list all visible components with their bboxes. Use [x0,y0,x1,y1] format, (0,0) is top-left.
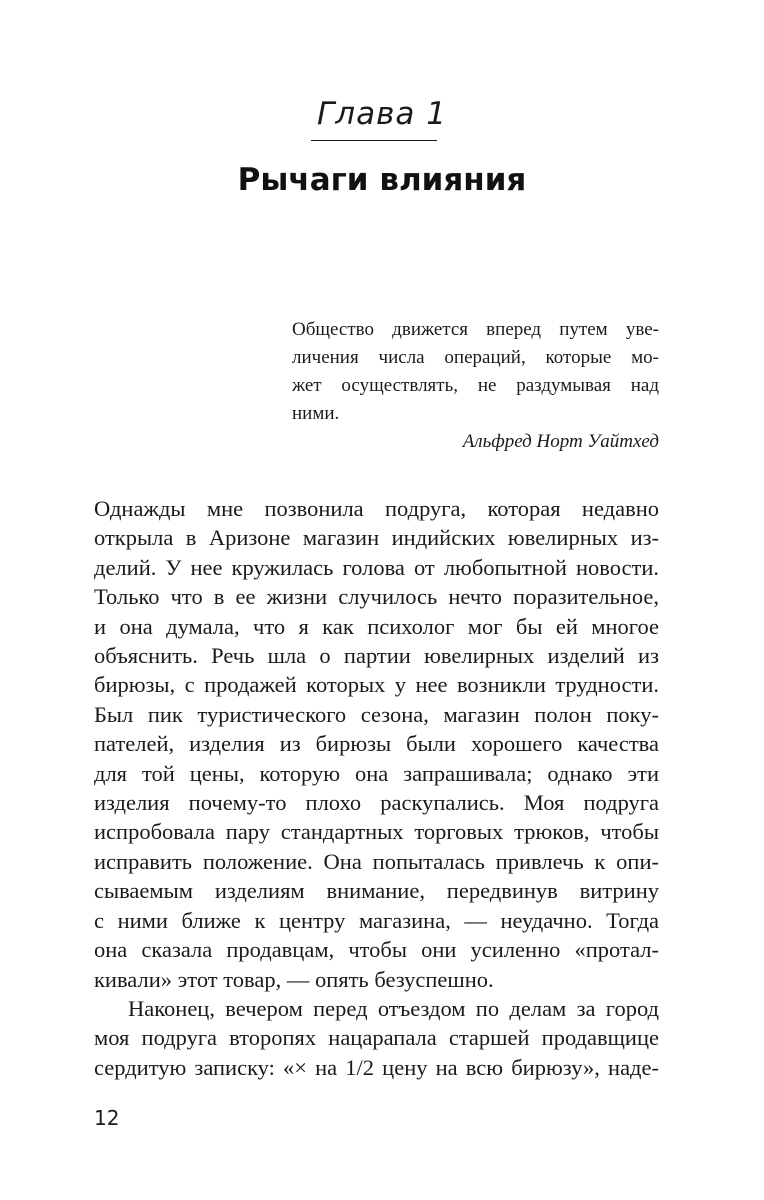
epigraph-line: личения числа операций, которые мо- [292,347,659,368]
paragraph-2 [94,994,659,1082]
text-line: открыла в Аризоне магазин индийских ювелирных из- [94,525,659,551]
chapter-label-underline [311,140,437,141]
text-line: объяснить. Речь шла о партии ювелирных изделий из [94,643,659,669]
text-line: и она думала, что я как психолог мог бы ей многое [94,613,659,639]
text-line: Был пик туристического сезона, магазин полон поку- [94,701,659,727]
text-line: пателей, изделия из бирюзы были хорошего качества [94,731,659,757]
body-text [94,494,659,1082]
text-line: для той цены, которую она запрашивала; однако эти [94,760,659,786]
text-line: делий. У нее кружилась голова от любопытной новости. [94,554,659,580]
text-line: Наконец, вечером перед отъездом по делам за город [128,995,659,1021]
text-line: с ними ближе к центру магазина, — неудачно. Тогда [94,907,659,933]
text-line: бирюзы, с продажей которых у нее возникли трудности. [94,672,659,698]
epigraph-line: ними. [292,403,340,424]
chapter-title: Рычаги влияния [237,162,527,198]
text-line: моя подруга второпях нацарапала старшей продавщице [94,1025,659,1051]
chapter-label: Глава 1 [317,96,447,132]
text-line: исправить положение. Она попыталась привлечь к опи- [94,848,659,874]
epigraph [292,316,659,456]
text-line: испробовала пару стандартных торговых трюков, чтобы [94,819,659,845]
epigraph-author: Альфред Норт Уайтхед [462,431,659,452]
text-line: сердитую записку: «× на 1/2 цену на всю бирюзу», наде- [94,1054,659,1080]
text-line: кивали» этот товар, — опять безуспешно. [94,966,494,992]
epigraph-line: жет осуществлять, не раздумывая над [292,375,659,396]
epigraph-line: Общество движется вперед путем уве- [292,319,659,340]
text-line: она сказала продавцам, чтобы они усиленно «протал- [94,937,659,963]
text-line: Только что в ее жизни случилось нечто поразительное, [94,584,659,610]
text-line: Однажды мне позвонила подруга, которая недавно [94,496,659,521]
text-line: сываемым изделиям внимание, передвинув витрину [94,878,659,904]
page-number: 12 [94,1106,120,1130]
text-line: изделия почему-то плохо раскупались. Моя подруга [94,790,659,816]
paragraph-1 [94,494,659,994]
